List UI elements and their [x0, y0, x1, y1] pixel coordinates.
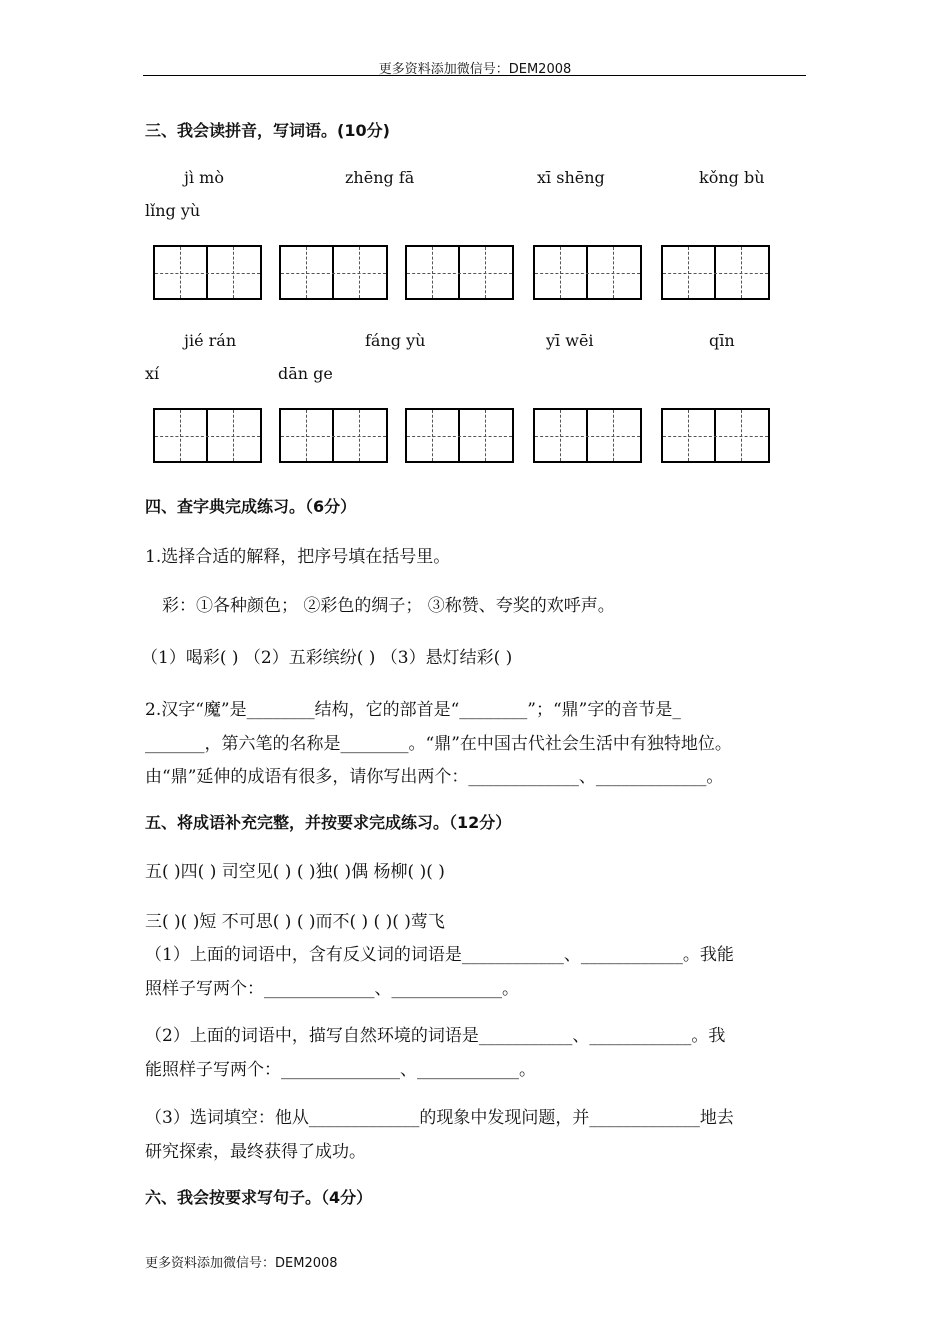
pinyin-4: kǒng bù	[699, 168, 765, 187]
writing-grid-box[interactable]	[661, 245, 770, 300]
dictionary-question-2-line-1: 2.汉字“魔”是________结构，它的部首是“________”；“鼎”字的音节是_	[145, 700, 681, 720]
page-header: 更多资料添加微信号：DEM2008	[378, 62, 572, 77]
idiom-question-3-line-1: （3）选词填空：他从_____________的现象中发现问题，并_____________地去	[145, 1108, 734, 1128]
pinyin-2: zhēng fā	[345, 168, 415, 187]
idiom-question-3-line-2: 研究探索，最终获得了成功。	[145, 1142, 366, 1162]
pinyin-3: xī shēng	[537, 168, 605, 187]
idiom-question-2-line-1: （2）上面的词语中，描写自然环境的词语是___________、____________。我	[145, 1026, 726, 1046]
idiom-question-1-line-2: 照样子写两个：_____________、_____________。	[145, 979, 519, 999]
writing-grid-box[interactable]	[533, 245, 642, 300]
dictionary-question-1: 1.选择合适的解释，把序号填在括号里。	[145, 547, 451, 567]
writing-grid-box[interactable]	[153, 408, 262, 463]
pinyin-5: lǐng yù	[145, 201, 201, 220]
pinyin-1: jì mò	[184, 168, 224, 187]
dictionary-question-2-line-2: _______，第六笔的名称是________。“鼎”在中国古代社会生活中有独特地位。	[145, 734, 732, 754]
section-5-title: 五、将成语补充完整，并按要求完成练习。（12分）	[145, 813, 512, 832]
idioms-row-1[interactable]: 五( )四( ) 司空见( ) ( )独( )偶 杨柳( )( )	[145, 862, 445, 882]
idiom-question-2-line-2: 能照样子写两个：______________、____________。	[145, 1060, 536, 1080]
pinyin-9b: xí	[145, 364, 160, 383]
section-6-title: 六、我会按要求写句子。（4分）	[145, 1188, 373, 1207]
header-divider	[143, 75, 806, 76]
idioms-row-2[interactable]: 三( )( )短 不可思( ) ( )而不( ) ( )( )莺飞	[145, 912, 445, 932]
page-footer: 更多资料添加微信号：DEM2008	[145, 1256, 338, 1271]
writing-grid-box[interactable]	[279, 245, 388, 300]
meaning-answers[interactable]: （1）喝彩( ) （2）五彩缤纷( ) （3）悬灯结彩( )	[141, 648, 513, 668]
pinyin-6: jié rán	[184, 331, 237, 350]
meanings-list: 彩：①各种颜色； ②彩色的绸子； ③称赞、夸奖的欢呼声。	[162, 596, 615, 616]
pinyin-9a: qīn	[709, 331, 735, 350]
idiom-question-1-line-1: （1）上面的词语中，含有反义词的词语是____________、____________。我能	[145, 945, 734, 965]
pinyin-7: fáng yù	[365, 331, 426, 350]
writing-grid-box[interactable]	[279, 408, 388, 463]
writing-grid-box[interactable]	[153, 245, 262, 300]
section-4-title: 四、查字典完成练习。（6分）	[145, 497, 357, 516]
section-3-title: 三、我会读拼音，写词语。(10分)	[145, 121, 390, 140]
dictionary-question-2-line-3: 由“鼎”延伸的成语有很多，请你写出两个：_____________、_____________。	[145, 767, 724, 787]
writing-grid-box[interactable]	[533, 408, 642, 463]
pinyin-10: dān ge	[278, 364, 333, 383]
writing-grid-box[interactable]	[661, 408, 770, 463]
writing-grid-box[interactable]	[405, 245, 514, 300]
pinyin-8: yī wēi	[546, 331, 594, 350]
writing-grid-box[interactable]	[405, 408, 514, 463]
